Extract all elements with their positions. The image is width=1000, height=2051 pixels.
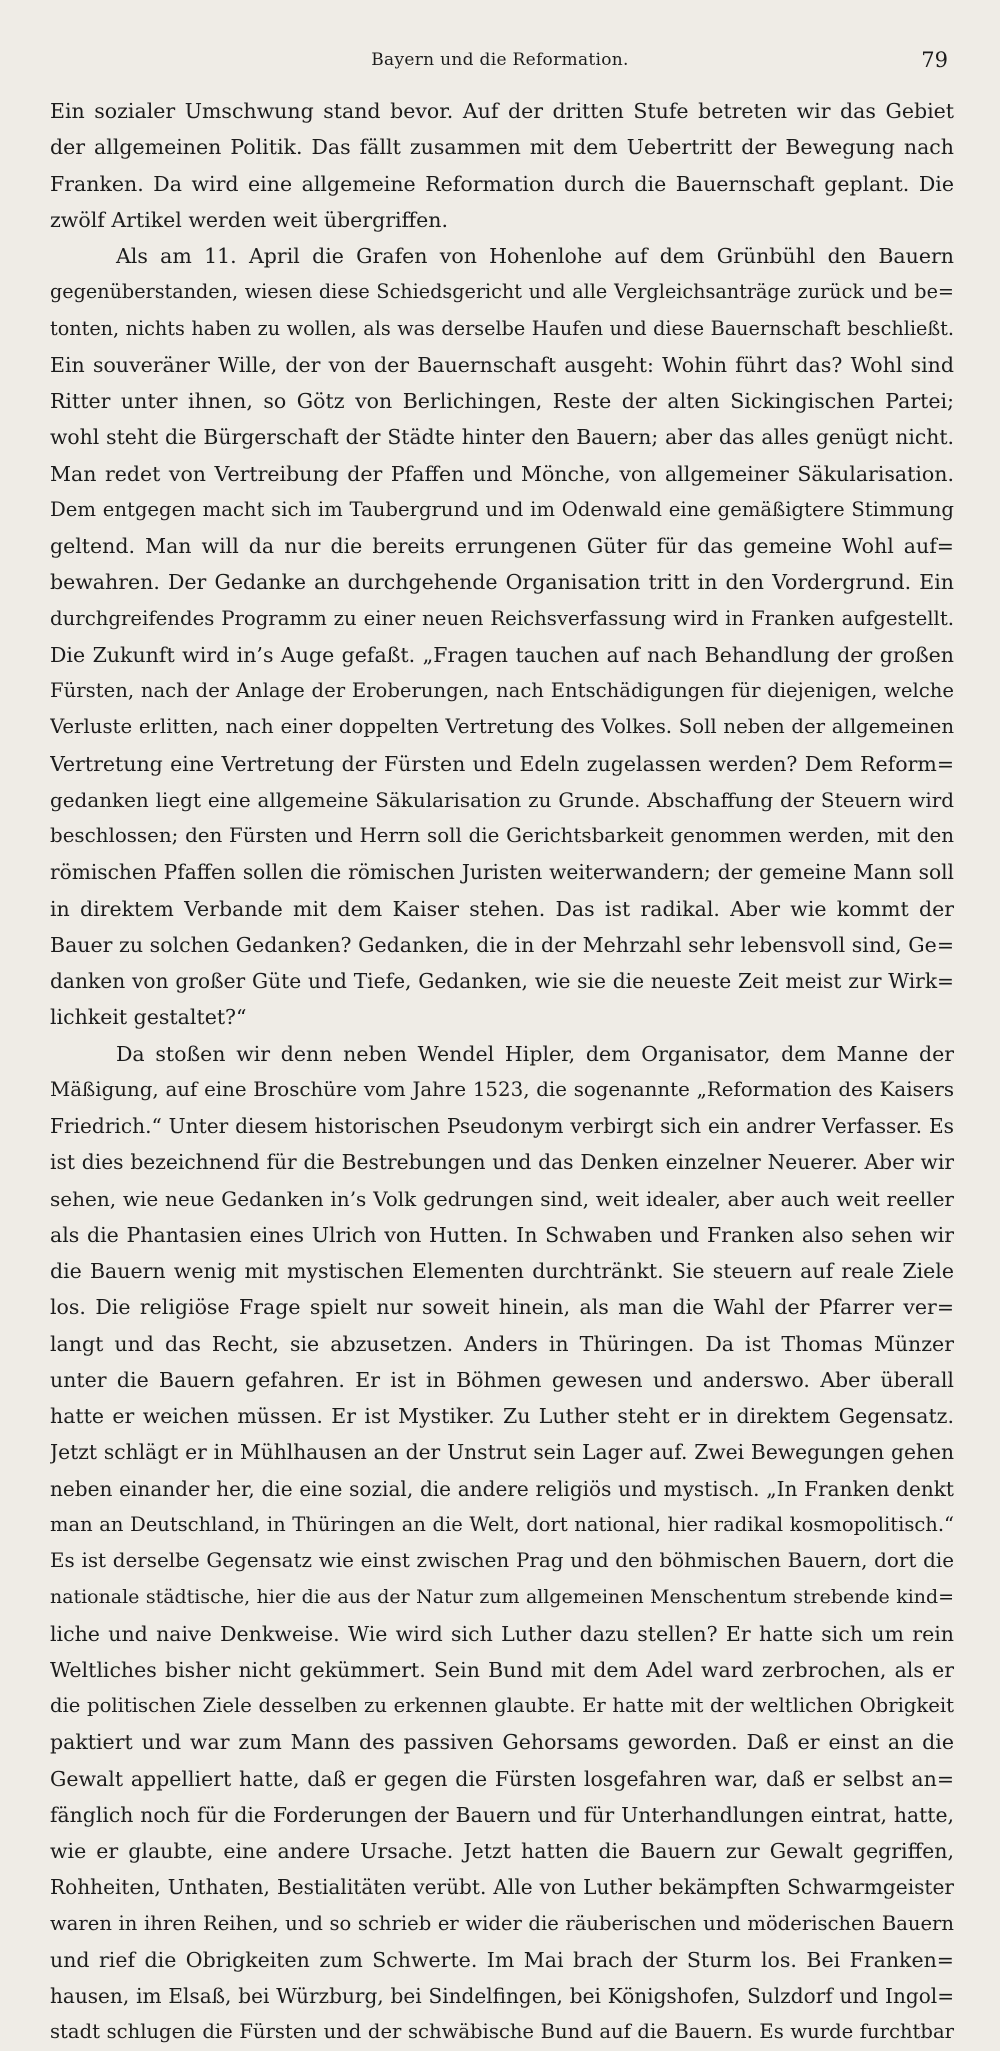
body-text — [50, 93, 954, 2051]
text-line: tonten, nichts haben zu wollen, als was derselbe Haufen und diese Bauernschaft beschließt. — [50, 316, 954, 340]
text-line: der allgemeinen Politik. Das fällt zusammen mit dem Uebertritt der Bewegung nach — [50, 135, 954, 160]
text-line: Franken. Da wird eine allgemeine Reformation durch die Bauernschaft geplant. Die — [50, 171, 954, 196]
text-line: Rohheiten, Unthaten, Bestialitäten verübt. Alle von Luther bekämpften Schwarmgeister — [50, 1875, 954, 1900]
text-line: zwölf Artikel werden weit übergriffen. — [50, 207, 448, 232]
text-line: geltend. Man will da nur die bereits errungenen Güter für das gemeine Wohl auf= — [50, 534, 954, 558]
text-line: Ein sozialer Umschwung stand bevor. Auf der dritten Stufe betreten wir das Gebiet — [50, 99, 954, 123]
text-line: liche und naive Denkweise. Wie wird sich Luther dazu stellen? Er hatte sich um rein — [50, 1621, 954, 1646]
text-line: Verluste erlitten, nach einer doppelten Vertretung des Volkes. Soll neben der allgemeinen — [50, 715, 954, 739]
text-line: neben einander her, die eine sozial, die andere religiös und mystisch. „In Franken denkt — [50, 1476, 954, 1501]
text-line: sehen, wie neue Gedanken in’s Volk gedrungen sind, weit idealer, aber auch weit reeller — [50, 1186, 954, 1211]
text-line: bewahren. Der Gedanke an durchgehende Organisation tritt in den Vordergrund. Ein — [50, 570, 954, 595]
text-line: durchgreifendes Programm zu einer neuen Reichsverfassung wird in Franken aufgestellt. — [50, 606, 954, 630]
text-line: und rief die Obrigkeiten zum Schwerte. Im Mai brach der Sturm los. Bei Franken= — [50, 1947, 954, 1972]
text-line: Mäßigung, auf eine Broschüre vom Jahre 1523, die sogenannte „Reformation des Kaisers — [50, 1077, 954, 1101]
text-line: stadt schlugen die Fürsten und der schwäbische Bund auf die Bauern. Es wurde furchtbar — [50, 2020, 954, 2044]
text-line: die Bauern wenig mit mystischen Elementen durchtränkt. Sie steuern auf reale Ziele — [50, 1259, 954, 1283]
page-header — [0, 48, 1000, 78]
text-line: gedanken liegt eine allgemeine Säkularisation zu Grunde. Abschaffung der Steuern wird — [50, 787, 954, 812]
text-line: die politischen Ziele desselben zu erkennen glaubte. Er hatte mit der weltlichen Obrigkeit — [50, 1694, 954, 1717]
text-line: Bauer zu solchen Gedanken? Gedanken, die in der Mehrzahl sehr lebensvoll sind, Ge= — [50, 932, 954, 957]
text-line: Die Zukunft wird in’s Auge gefaßt. „Fragen tauchen auf nach Behandlung der großen — [50, 642, 954, 667]
page-number: 79 — [921, 48, 948, 72]
text-line: wohl steht die Bürgerschaft der Städte hinter den Bauern; aber das alles genügt nicht. — [50, 425, 954, 450]
text-line: Ritter unter ihnen, so Götz von Berlichingen, Reste der alten Sickingischen Partei; — [50, 389, 954, 413]
text-line: Da stoßen wir denn neben Wendel Hipler, dem Organisator, dem Manne der — [116, 1041, 954, 1066]
text-line: Dem entgegen macht sich im Taubergrund und im Odenwald eine gemäßigtere Stimmung — [50, 497, 954, 521]
text-line: Weltliches bisher nicht gekümmert. Sein Bund mit dem Adel ward zerbrochen, als er — [50, 1657, 954, 1682]
text-line: lichkeit gestaltet?“ — [50, 1005, 247, 1030]
text-line: langt und das Recht, sie abzusetzen. Anders in Thüringen. Da ist Thomas Münzer — [50, 1331, 954, 1356]
text-line: hausen, im Elsaß, bei Würzburg, bei Sindelfingen, bei Königshofen, Sulzdorf und Ingol= — [50, 1984, 954, 2008]
text-line: nationale städtische, hier die aus der Natur zum allgemeinen Menschentum strebende kind= — [50, 1586, 954, 1609]
text-line: Man redet von Vertreibung der Pfaffen und Mönche, von allgemeiner Säkularisation. — [50, 461, 954, 486]
text-line: los. Die religiöse Frage spielt nur soweit hinein, als man die Wahl der Pfarrer ver= — [50, 1295, 954, 1320]
text-line: waren in ihren Reihen, und so schrieb er wider die räuberischen und möderischen Bauern — [50, 1911, 954, 1935]
text-line: Es ist derselbe Gegensatz wie einst zwischen Prag und den böhmischen Bauern, dort die — [50, 1549, 954, 1572]
text-line: unter die Bauern gefahren. Er ist in Böhmen gewesen und anderswo. Aber überall — [50, 1367, 954, 1392]
text-line: wie er glaubte, eine andere Ursache. Jetzt hatten die Bauern zur Gewalt gegriffen, — [50, 1839, 954, 1863]
text-line: hatte er weichen müssen. Er ist Mystiker. Zu Luther steht er in direktem Gegensatz. — [50, 1404, 954, 1428]
text-line: gegenüberstanden, wiesen diese Schiedsgericht und alle Vergleichsanträge zurück und be= — [50, 280, 954, 304]
text-line: danken von großer Güte und Tiefe, Gedanken, wie sie die neueste Zeit meist zur Wirk= — [50, 969, 954, 993]
text-line: Fürsten, nach der Anlage der Eroberungen, nach Entschädigungen für diejenigen, welche — [50, 679, 954, 702]
text-line: ist dies bezeichnend für die Bestrebungen und das Denken einzelner Neuerer. Aber wir — [50, 1150, 954, 1175]
running-title: Bayern und die Reformation. — [371, 50, 629, 70]
text-line: Ein souveräner Wille, der von der Bauernschaft ausgeht: Wohin führt das? Wohl sind — [50, 352, 954, 377]
text-line: paktiert und war zum Mann des passiven Gehorsams geworden. Daß er einst an die — [50, 1730, 954, 1755]
text-line: Vertretung eine Vertretung der Fürsten und Edeln zugelassen werden? Dem Reform= — [50, 751, 954, 776]
text-line: fänglich noch für die Forderungen der Bauern und für Unterhandlungen eintrat, hatte, — [50, 1802, 954, 1827]
text-line: beschlossen; den Fürsten und Herrn soll die Gerichtsbarkeit genommen werden, mit den — [50, 824, 954, 847]
text-line: Friedrich.“ Unter diesem historischen Pseudonym verbirgt sich ein andrer Verfasser. Es — [50, 1114, 954, 1138]
text-line: als die Phantasien eines Ulrich von Hutten. In Schwaben und Franken also sehen wir — [50, 1222, 954, 1247]
text-line: Gewalt appelliert hatte, daß er gegen die Fürsten losgefahren war, daß er selbst an= — [50, 1766, 954, 1791]
text-line: Als am 11. April die Grafen von Hohenlohe auf dem Grünbühl den Bauern — [116, 244, 954, 268]
text-line: in direktem Verbande mit dem Kaiser stehen. Das ist radikal. Aber wie kommt der — [50, 896, 954, 921]
text-line: römischen Pfaffen sollen die römischen Juristen weiterwandern; der gemeine Mann soll — [50, 860, 954, 885]
text-line: man an Deutschland, in Thüringen an die Welt, dort national, hier radikal kosmopolitisch.“ — [50, 1512, 954, 1536]
text-line: Jetzt schlägt er in Mühlhausen an der Unstrut sein Lager auf. Zwei Bewegungen gehen — [50, 1440, 954, 1465]
